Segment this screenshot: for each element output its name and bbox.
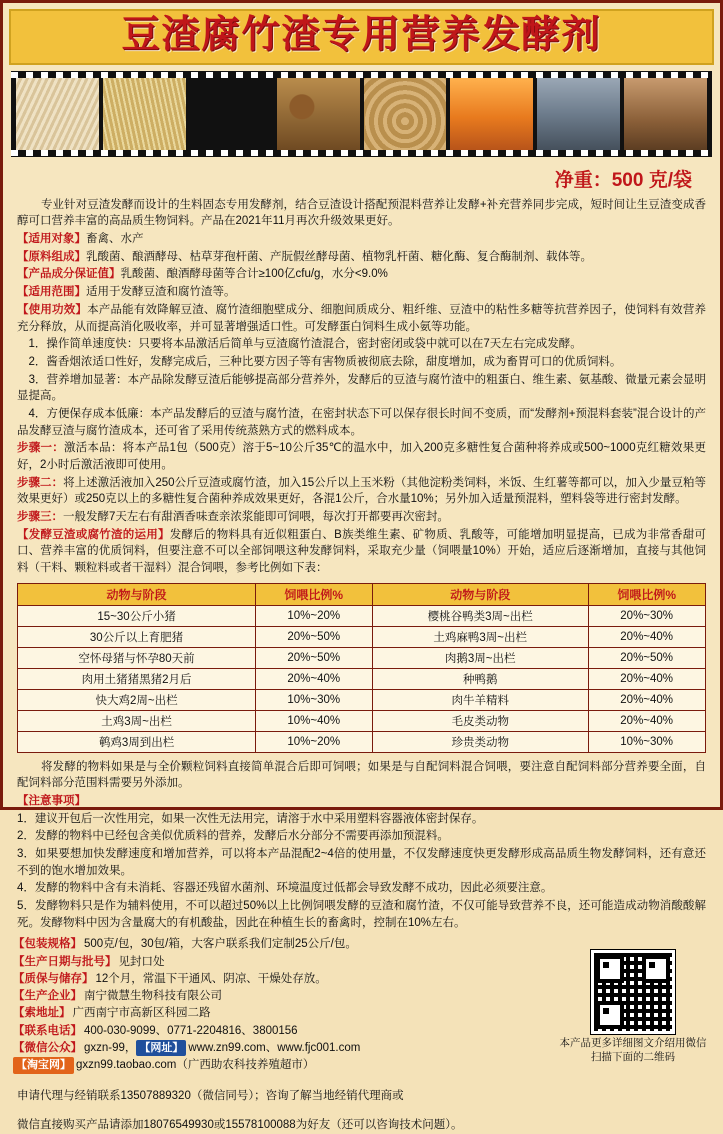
cell-ratio: 20%~40%: [255, 668, 372, 689]
th-ratio-left: 饲喂比例%: [255, 583, 372, 605]
table-row: [18, 731, 705, 752]
info-shelf-life: 【质保与储存】 12个月，常温下干通风、阴凉、干燥处存放。: [13, 972, 327, 985]
cell-ratio: 10%~40%: [255, 710, 372, 731]
caution-3: 3．如果要想加快发酵速度和增加营养，可以将本产品混配2~4倍的使用量，不仅发酵速度快更发酵形成高品质生物发酵饲料，还有意还不到的饱水增加效果。: [17, 847, 706, 877]
cell-animal: 土鸡麻鸭3周~出栏: [372, 626, 588, 647]
step-3: 步骤三：一般发酵7天左右有甜酒香味查亲浓浆能即可饲喂，每次打开都要再次密封。: [17, 510, 449, 523]
notes-section: [3, 755, 720, 932]
qr-eye-top-left: [596, 955, 624, 983]
operation-4: 4．方便保存成本低廉：本产品发酵后的豆渣与腐竹渣，在密封状态下可以保存很长时间不变质，而“发酵剂+预混料套装”混合设计的产品发酵豆渣与腐竹渣成本，还可省了采用传统蒸熟方式的燃料成本。: [17, 407, 706, 437]
table-row: [18, 710, 705, 731]
cell-ratio: 20%~50%: [255, 626, 372, 647]
table-row: [18, 626, 705, 647]
operation-1: 1．操作简单速度快：只要将本品激活后简单与豆渣腐竹渣混合，密封密闭或袋中就可以在7天左右完成发酵。: [17, 338, 582, 351]
cell-animal: 空怀母猪与怀孕80天前: [18, 647, 255, 668]
photo-cattle: [624, 78, 707, 150]
cell-animal: 肉牛羊精料: [372, 689, 588, 710]
photo-ducks: [537, 78, 620, 150]
usage-block: 【发酵豆渣或腐竹渣的运用】发酵后的物料具有近似粗蛋白、B族类维生素、矿物质、乳酸等，可能增加明显提高，已成为非常香甜可口、营养丰富的优质饲料，但要注意不可以全部饲喂这种发酵饲料，采取充少量（饲喂量10%）开始，适应后逐渐增加，直接与其他饲料（干料、颗粒料或者干湿料）混合饲喂，参考比例如下表：: [17, 528, 707, 574]
table-row: [18, 647, 705, 668]
info-address: 【索地址】 广西南宁市高新区科园二路: [13, 1007, 211, 1020]
info-wechat-and-website: 【微信公众】 gxzn-99， 【网址】 www.zn99.com、www.fjc001.com: [13, 1040, 710, 1057]
spec-row-2: 【产品成分保证值】乳酸菌、酿酒酵母菌等合计≥100亿cfu/g，水分<9.0%: [17, 268, 388, 281]
cell-animal: 珍贵类动物: [372, 731, 588, 752]
th-animal-stage-left: 动物与阶段: [18, 583, 255, 605]
info-phone: 【联系电话】 400-030-9099、0771-2204816、3800156: [13, 1024, 298, 1037]
photo-pigs: [277, 78, 360, 150]
cell-animal: 土鸡3周~出栏: [18, 710, 255, 731]
spec-row-0: 【适用对象】畜禽、水产: [17, 233, 144, 246]
cell-ratio: 20%~40%: [588, 668, 705, 689]
cell-ratio: 20%~40%: [588, 626, 705, 647]
net-weight: 净重：500 克/袋: [554, 169, 692, 191]
qr-code-block: [558, 950, 708, 1064]
caution-1: 1．建议开包后一次性用完，如果一次性无法用完，请溶于水中采用塑料容器液体密封保存。: [17, 812, 484, 825]
table-header-row: [18, 583, 705, 605]
caution-5: 5．发酵物料只是作为辅料使用，不可以超过50%以上比例饲喂发酵的豆渣和腐竹渣，不仅可能导致营养不良，还可能造成动物消酸酸解死。发酵物料中因为含量腐大的有机酸盐，因此在种植生长的畜禽时，控制在10%左右。: [17, 899, 706, 929]
th-animal-stage-right: 动物与阶段: [372, 583, 588, 605]
cell-ratio: 20%~40%: [588, 710, 705, 731]
photo-soy-pulp: [16, 78, 99, 150]
bottom-info-section: [3, 932, 720, 1074]
th-ratio-right: 饲喂比例%: [588, 583, 705, 605]
website-tag[interactable]: 【网址】: [136, 1040, 186, 1057]
cell-ratio: 20%~40%: [588, 689, 705, 710]
cell-ratio: 10%~30%: [255, 689, 372, 710]
cautions-title: 【注意事项】: [17, 794, 86, 807]
photo-chickens: [450, 78, 533, 150]
cell-ratio: 10%~20%: [255, 605, 372, 626]
operation-3: 3．营养增加显著：本产品除发酵豆渣后能够提高部分营养外，发酵后的豆渣与腐竹渣中的粗蛋白、维生素、氨基酸、微量元素会显明显提高。: [17, 373, 706, 403]
cell-animal: 毛皮类动物: [372, 710, 588, 731]
final-contact-lines: [3, 1074, 720, 1134]
final-line-2: 微信直接购买产品请添加18076549930或15578100088为好友（还可以咨询技术问题）。: [17, 1118, 463, 1131]
after-table-note: 将发酵的物料如果是与全价颗粒饲料直接简单混合后即可饲喂；如果是与自配饲料混合饲喂，要注意自配饲料部分营养要全面，自配饲料部分范围料需要另外添加。: [17, 760, 706, 790]
taobao-url[interactable]: gxzn99.taobao.com（广西助农科技养殖超市）: [76, 1059, 315, 1072]
cell-animal: 种鸭鹅: [372, 668, 588, 689]
info-package-spec: 【包装规格】 500克/包，30包/箱，大客户联系我们定制25公斤/包。: [13, 938, 357, 951]
final-line-1: 申请代理与经销联系13507889320（微信同号）；咨询了解当地经销代理商或: [17, 1089, 404, 1102]
table-row: [18, 689, 705, 710]
spec-row-1: 【原料组成】乳酸菌、酿酒酵母、枯草芽孢杆菌、产朊假丝酵母菌、植物乳杆菌、糖化酶、复合酶制剂、载体等。: [17, 250, 592, 263]
photo-feed-pile: [364, 78, 447, 150]
info-manufacturer: 【生产企业】 南宁微慧生物科技有限公司: [13, 990, 222, 1003]
cell-ratio: 10%~20%: [255, 731, 372, 752]
cell-animal: 30公斤以上育肥猪: [18, 626, 255, 647]
cell-animal: 樱桃谷鸭类3周~出栏: [372, 605, 588, 626]
cell-animal: 快大鸡2周~出栏: [18, 689, 255, 710]
page-title: 豆渣腐竹渣专用营养发酵剂: [121, 14, 602, 56]
photo-fermented-feed: [190, 78, 273, 150]
title-banner: [9, 9, 714, 65]
cell-animal: 鹌鸡3周到出栏: [18, 731, 255, 752]
spec-row-4: 【使用功效】本产品能有效降解豆渣、腐竹渣细胞壁成分、细胞间质成分、粗纤维、豆渣中的粘性多糖等抗营养因子，使饲料有效营养充分释放，从而提高消化吸收率，并可显著增强适口性。可发酵蛋白饲料生成小氨等功能。: [17, 303, 707, 333]
info-production-date: 【生产日期与批号】 见封口处: [13, 955, 165, 968]
photo-dried-pulp: [103, 78, 186, 150]
cell-animal: 15~30公斤小猪: [18, 605, 255, 626]
feeding-ratio-table: [17, 583, 705, 753]
qr-caption: 本产品更多详细图文介绍用微信扫描下面的二维码: [559, 1037, 707, 1063]
photo-filmstrip: [11, 71, 712, 157]
cell-animal: 肉用土猪猪黑猪2月后: [18, 668, 255, 689]
cell-ratio: 20%~50%: [255, 647, 372, 668]
taobao-tag[interactable]: 【淘宝网】: [13, 1057, 74, 1074]
step-1: 步骤一：激活本品：将本产品1包（500克）溶于5~10公斤35℃的温水中，加入200克多糖性复合菌种将养成或500~1000克红糖效果更好，2小时后激活液即可使用。: [17, 442, 706, 471]
qr-code-image[interactable]: [591, 950, 675, 1034]
operation-2: 2．酱香烟浓适口性好，发酵完成后，三种比要方因子等有害物质被彻底去除，甜度增加，成为畜胃可口的优质饲料。: [17, 355, 622, 368]
table-row: [18, 605, 705, 626]
body-text: [3, 194, 720, 577]
table-row: [18, 668, 705, 689]
step-2: 步骤二：将上述激活液加入250公斤豆渣或腐竹渣，加入15公斤以上玉米粉（其他淀粉类饲料，米饭、生红薯等都可以，加入少量豆粕等效果更好）或250克以上的多糖性复合菌种养成效果更好，各混1公斤，合水量10%；另外加入适量预混料，塑料袋等进行密封发酵。: [17, 476, 706, 506]
caution-4: 4．发酵的物料中含有未消耗、容器还残留水菌剂、环境温度过低都会导致发酵不成功，因此必须要注意。: [17, 882, 553, 895]
qr-eye-bottom-left: [596, 1001, 624, 1029]
cell-ratio: 10%~30%: [588, 731, 705, 752]
website-url[interactable]: www.zn99.com、www.fjc001.com: [188, 1041, 361, 1054]
intro-paragraph: 专业针对豆渣发酵而设计的生料固态专用发酵剂，结合豆渣设计搭配预混料营养让发酵+补充营养同步完成，短时间让生豆渣变成香醇可口营养丰富的高品质生物饲料。产品在2021年11月再次升级效果更好。: [17, 198, 706, 228]
spec-row-3: 【适用范围】适用于发酵豆渣和腐竹渣等。: [17, 286, 236, 299]
cell-ratio: 20%~50%: [588, 647, 705, 668]
qr-eye-top-right: [642, 955, 670, 983]
caution-2: 2．发酵的物料中已经包含美似优质料的营养，发酵后水分部分不需要再添加预混料。: [17, 830, 449, 843]
cell-animal: 肉鹅3周~出栏: [372, 647, 588, 668]
cell-ratio: 20%~30%: [588, 605, 705, 626]
